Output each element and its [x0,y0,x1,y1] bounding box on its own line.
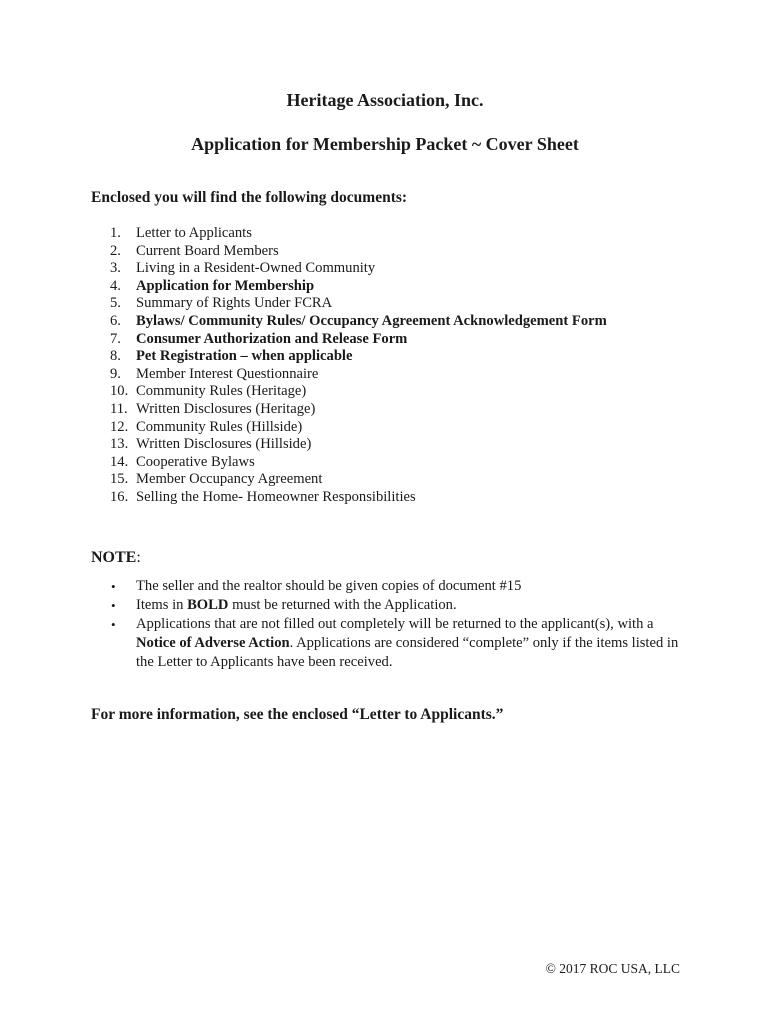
document-number: 13. [110,436,129,453]
document-item [110,313,630,331]
document-number: 2. [110,242,121,259]
note-item-bold-text: Notice of Adverse Action [136,635,290,651]
document-item [110,278,630,296]
document-title-text: Bylaws/ Community Rules/ Occupancy Agreement Acknowledgement Form [136,312,607,329]
document-title-text: Cooperative Bylaws [136,453,255,470]
document-item [110,383,630,401]
note-item-text-start: Applications that are not filled out completely will be returned to the applicant(s), with a [136,616,654,632]
note-item-text-end: . Applications are considered “complete” only if the items listed in the Letter to Applicants have been received. [136,635,679,670]
document-title-text: Member Interest Questionnaire [136,365,319,382]
document-number: 14. [110,453,129,470]
intro-text: Enclosed you will find the following documents: [91,189,408,206]
note-item-text-end: must be returned with the Application. [228,597,457,613]
note-item-text [136,596,457,615]
document-item [110,225,630,243]
document-item [110,331,630,349]
document-title-text: Living in a Resident-Owned Community [136,260,376,277]
note-item-bold-text: BOLD [187,597,229,613]
document-number: 4. [110,277,121,294]
document-title-text: Community Rules (Heritage) [136,383,307,400]
document-number: 9. [110,365,121,382]
note-item [111,577,681,596]
note-label: NOTE [91,549,137,566]
document-title-text: Letter to Applicants [136,225,252,241]
bullet-icon: • [111,579,116,594]
note-heading [91,549,141,567]
note-list [111,577,681,672]
note-item-text [136,615,681,672]
note-item [111,615,681,672]
document-item [110,243,630,261]
document-title-text: Current Board Members [136,242,279,259]
document-title-text: Member Occupancy Agreement [136,471,323,488]
document-item [110,454,630,472]
document-number: 16. [110,488,129,505]
document-title-text: Summary of Rights Under FCRA [136,295,333,312]
document-number: 11. [110,400,128,417]
document-title-text: Selling the Home- Homeowner Responsibilities [136,488,416,505]
document-title: Application for Membership Packet ~ Cover Sheet [191,134,579,154]
document-item [110,366,630,384]
document-title-text: Written Disclosures (Heritage) [136,400,316,417]
document-number: 12. [110,418,129,435]
note-item [111,596,681,615]
more-information-text: For more information, see the enclosed “Letter to Applicants.” [91,706,504,723]
bullet-icon: • [111,617,116,632]
document-number: 7. [110,330,121,347]
document-item [110,436,630,454]
document-list [110,225,630,507]
document-item [110,489,630,507]
document-title-text: Consumer Authorization and Release Form [136,330,408,347]
document-title-text: Pet Registration – when applicable [136,348,353,365]
note-item-text: The seller and the realtor should be given copies of document #15 [136,578,522,594]
bullet-icon: • [111,598,116,613]
document-item [110,260,630,278]
document-number: 15. [110,471,129,488]
document-number: 5. [110,295,121,312]
document-number: 10. [110,383,129,400]
document-number: 3. [110,260,121,277]
document-item [110,295,630,313]
note-item-text-start: Items in [136,597,188,613]
document-title-text: Written Disclosures (Hillside) [136,436,312,453]
document-item [110,471,630,489]
document-number: 8. [110,348,121,365]
organization-name: Heritage Association, Inc. [286,90,484,110]
document-number: 1. [110,225,121,241]
document-title-text: Community Rules (Hillside) [136,418,303,435]
document-item [110,348,630,366]
document-number: 6. [110,312,121,329]
document-item [110,419,630,437]
document-title-text: Application for Membership [136,277,315,294]
note-colon: : [136,549,141,566]
copyright-notice: © 2017 ROC USA, LLC [545,961,680,976]
document-item [110,401,630,419]
